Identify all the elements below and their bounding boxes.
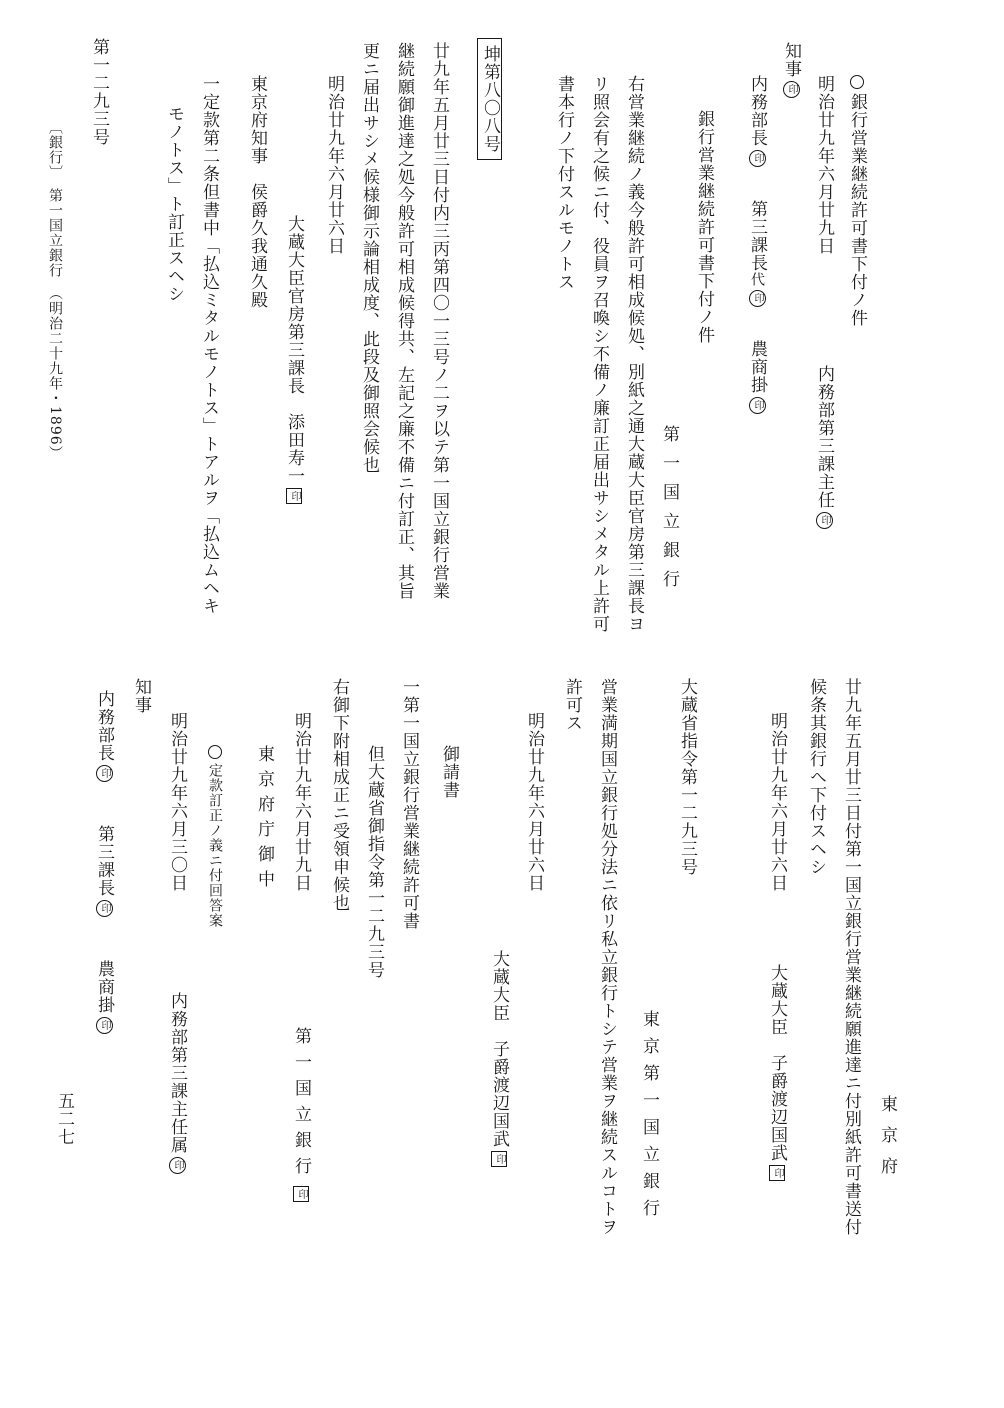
body-line: 廿九年五月廿三日付内三丙第四〇一三号ノ二ヲ以テ第一国立銀行営業 [429, 42, 449, 600]
signatories-line: 内務部長印第三課長代印農商掛印 [748, 75, 766, 417]
receipt-title: 御請書 [439, 745, 459, 799]
seal-icon: 印 [749, 150, 766, 167]
date-sender-line: 明治廿九年六月廿六日大蔵大臣 子爵渡辺国武印 [768, 712, 785, 1202]
date-line: 明治廿九年六月廿六日 [324, 75, 344, 255]
governor-line: 知事印 [782, 42, 800, 101]
document-number: 第一二九三号 [89, 38, 109, 146]
page-number: 五二七 [54, 1092, 74, 1146]
seal-icon: 印 [816, 512, 833, 529]
directive-number: 大蔵省指令第一二九三号 [677, 678, 697, 876]
addressee-line: 東京府知事 侯爵久我通久殿 [247, 75, 267, 309]
body-line: 許可ス [562, 678, 582, 732]
bank-name: 第一国立銀行 [659, 425, 679, 599]
date-sender-line: 明治廿九年六月廿九日第一国立銀行印 [292, 712, 309, 1232]
date-line: 明治廿九年六月廿六日 [524, 712, 544, 892]
seal-icon: 印 [749, 290, 766, 307]
date-line: 明治廿九年六月廿九日内務部第三課主任印 [815, 75, 833, 615]
correction-item: モノトス」ト訂正スヘシ [164, 105, 184, 303]
subject-line: 銀行営業継続許可書下付ノ件 [694, 110, 714, 344]
body-line: 廿九年五月廿三日付第一国立銀行営業継続願進達ニ付別紙許可書送付 [841, 678, 861, 1236]
seal-icon: 印 [783, 81, 800, 98]
seal-icon: 印 [286, 488, 302, 504]
body-line: 更ニ届出サシメ候様御示論相成度、此段及御照会候也 [359, 42, 379, 474]
body-line: 継続願御進達之処今般許可相成候得共、左記之廉不備ニ付訂正、其旨 [394, 42, 414, 600]
correction-item: 一定款第二条但書中「払込ミタルモノトス」トアルヲ「払込ムヘキ [199, 75, 219, 615]
body-line: 右営業継続ノ義今般許可相成候処、別紙之通大蔵大臣官房第三課長ヨ [624, 75, 644, 633]
date-line: 明治廿九年六月三〇日内務部第三課主任属印 [168, 712, 186, 1192]
receipt-item: 但大蔵省御指令第一二九三号 [364, 745, 384, 979]
seal-icon: 印 [293, 1186, 309, 1202]
body-line: 書本行ノ下付スルモノトス [554, 75, 574, 291]
addressee-line: 東京府庁御中 [254, 745, 274, 895]
seal-icon: 印 [169, 1157, 186, 1174]
running-header: 〔銀行〕 第一国立銀行 （明治二十九年・1896） [47, 120, 63, 461]
seal-icon: 印 [96, 900, 113, 917]
governor-line: 知事 [131, 678, 151, 714]
circle-bullet-icon [850, 75, 864, 89]
bank-name: 東京第一国立銀行 [639, 1010, 659, 1226]
document-number-box: 坤第八〇八号 [477, 38, 502, 160]
sender-line: 大蔵大臣官房第三課長 添田寿一印 [285, 215, 302, 507]
seal-icon: 印 [491, 1151, 507, 1167]
seal-icon: 印 [769, 1165, 785, 1181]
body-line: 営業満期国立銀行処分法ニ依リ私立銀行トシテ営業ヲ継続スルコトヲ [597, 678, 617, 1236]
seal-icon: 印 [96, 765, 113, 782]
body-line: リ照会有之候ニ付、役員ヲ召喚シ不備ノ廉訂正届出サシメタル上許可 [589, 75, 609, 633]
item-title: 定款訂正ノ義ニ付回答案 [208, 745, 222, 928]
circle-bullet-icon [208, 745, 222, 759]
signatories-line: 内務部長印第三課長印農商掛印 [95, 690, 113, 1037]
body-line: 候条其銀行へ下付スヘシ [806, 678, 826, 876]
seal-icon: 印 [749, 397, 766, 414]
office-name: 東京府 [877, 1095, 897, 1188]
receipt-item: 一第一国立銀行営業継続許可書 [399, 678, 419, 930]
item-title: 銀行営業継続許可書下付ノ件 [848, 75, 865, 327]
receipt-body: 右御下附相成正ニ受領申候也 [329, 678, 349, 912]
sender-line: 大蔵大臣 子爵渡辺国武印 [490, 950, 507, 1170]
seal-icon: 印 [96, 1017, 113, 1034]
